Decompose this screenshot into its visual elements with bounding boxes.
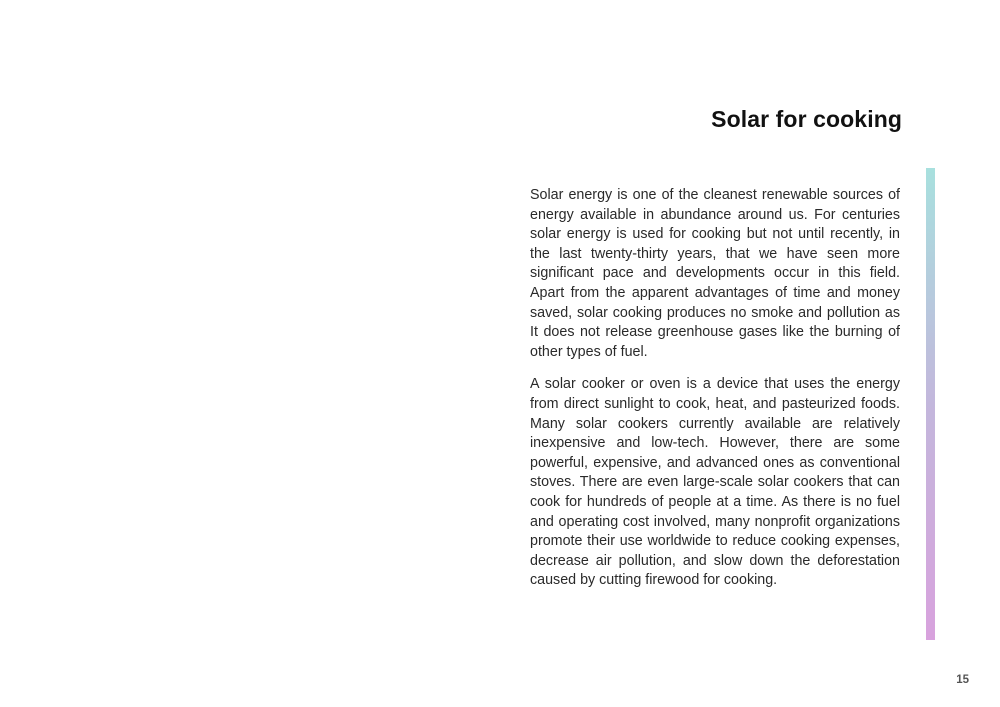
body-text: [530, 186, 900, 604]
paragraph-solar-cooker: A solar cooker or oven is a device that uses the energy from direct sunlight to cook, heat, and pasteurized foods. Many solar cookers currently available are relatively inexpensive and low-tech. However, there are some powerful, expensive, and advanced ones as conventional stoves. There are even large-scale solar cookers that can cook for hundreds of people at a time. As there is no fuel and operating cost involved, many nonprofit organizations promote their use worldwide to reduce cooking expenses, decrease air pollution, and slow down the deforestation caused by cutting firewood for cooking.: [530, 376, 900, 589]
paragraph-intro: Solar energy is one of the cleanest renewable sources of energy available in abundance around us. For centuries solar energy is used for cooking but not until recently, in the last twenty-thirty years, that we have seen more significant pace and developments occur in this field. Apart from the apparent advantages of time and money saved, solar cooking produces no smoke and pollution as It does not release greenhouse gases like the burning of other types of fuel.: [530, 187, 900, 360]
page-number: 15: [956, 674, 969, 686]
accent-gradient-bar: [926, 168, 935, 640]
page-title: Solar for cooking: [711, 106, 902, 132]
